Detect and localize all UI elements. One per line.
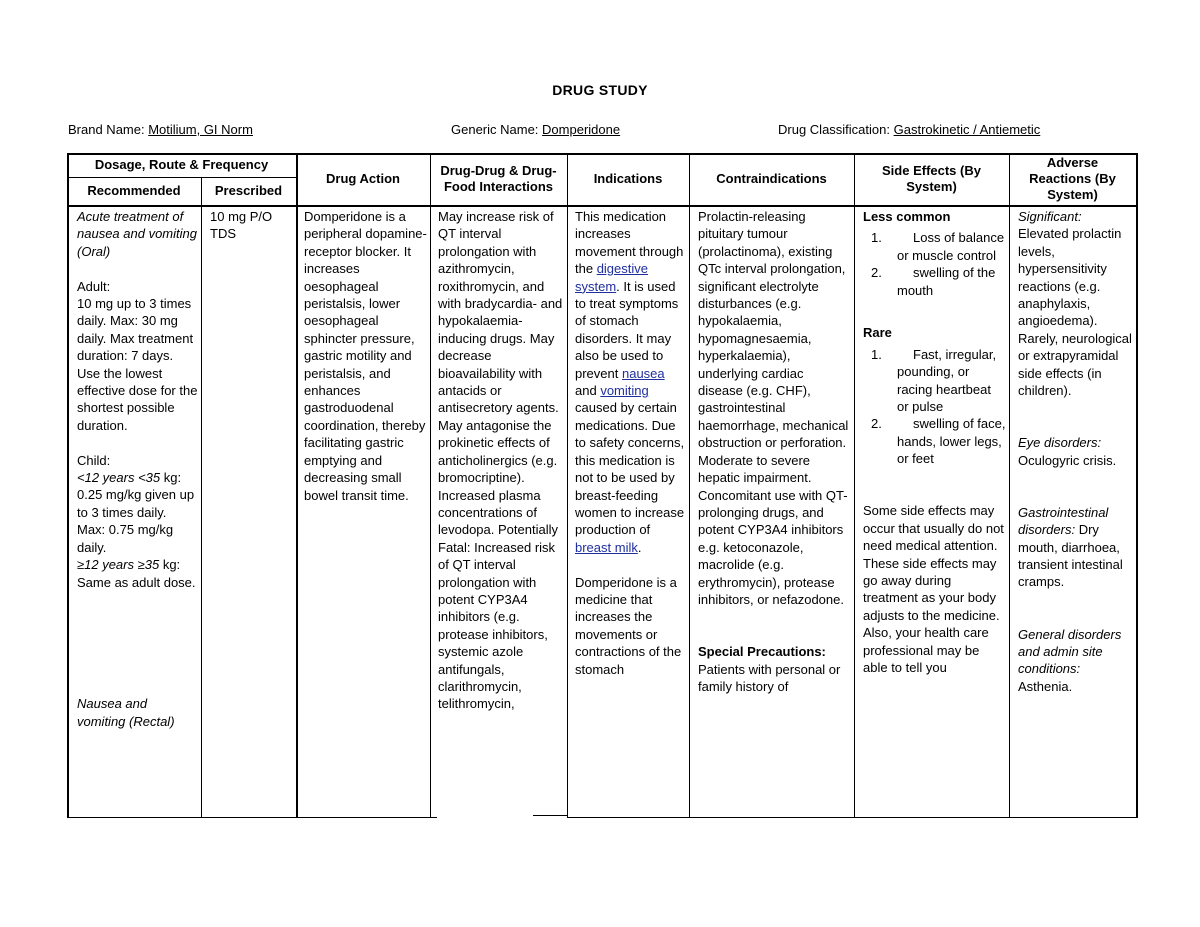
child-under-dosage — [77, 469, 198, 556]
adult-dosage: 10 mg up to 3 times daily. Max: 30 mg daily. Max treatment duration: 7 days. Use the lowest effective dose for the shortest possible duration. — [77, 296, 198, 433]
interactions-cell: May increase risk of QT interval prolongation with azithromycin, roxithromycin, and with bradycardia- and hypokalaemia-inducing drugs. May decrease bioavailability with antacids or antisecretory agents. May antagonise the prokinetic effects of anticholinergics (e.g. bromocriptine). Increased plasma concentrations of levodopa. Potentially Fatal: Increased risk of QT interval prolongation with potent CYP3A4 inhibitors (e.g. protease inhibitors, systemic azole antifungals, clarithromycin, telithromycin, — [438, 209, 563, 712]
adult-label: Adult: — [77, 278, 111, 294]
prescribed-cell: 10 mg P/O TDS — [210, 209, 273, 242]
list-item — [863, 415, 1006, 467]
brand-name-label: Brand Name: — [68, 122, 149, 137]
list-number: 2. — [871, 265, 882, 281]
list-number: 1. — [871, 230, 882, 246]
adverse-reactions-cell — [1010, 208, 1136, 808]
special-precautions-text: Patients with personal or family history of — [698, 661, 841, 694]
header-interactions: Drug-Drug & Drug-Food Interactions — [440, 163, 557, 194]
vomiting-link[interactable]: vomiting — [600, 383, 649, 399]
child-label: Child: — [77, 452, 111, 468]
drug-study-table — [67, 153, 1138, 818]
eye-disorders-label: Eye disorders: — [1018, 435, 1102, 451]
child-over-prefix: ≥12 years ≥35 — [77, 557, 160, 573]
drug-classification-value: Gastrokinetic / Antiemetic — [893, 122, 1041, 137]
recommended-cell — [69, 208, 201, 808]
brand-name-value: Motilium, GI Norm — [148, 122, 253, 137]
header-contraindications: Contraindications — [716, 171, 827, 186]
indications-text-part: . It is used to treat symptoms of stomach disorders. It may also be used to prevent — [575, 278, 679, 381]
less-common-list — [863, 229, 1006, 299]
drug-classification-label: Drug Classification: — [778, 122, 894, 137]
child-under-prefix: <12 years <35 — [77, 470, 161, 486]
indications-text-part: This medication increases movement through the — [575, 209, 684, 277]
gi-disorders-label: Gastrointestinal disorders: — [1018, 504, 1109, 538]
oral-heading: Acute treatment of nausea and vomiting (Oral) — [77, 209, 197, 259]
digestive-system-link[interactable]: digestive system — [575, 261, 648, 294]
list-text: Loss of balance or muscle control — [897, 230, 1005, 263]
header-prescribed: Prescribed — [214, 183, 283, 198]
general-disorders-text: Asthenia. — [1018, 678, 1073, 694]
indications-text-part: . — [637, 539, 642, 555]
indications-paragraph-2: Domperidone is a medicine that increases the movements or contractions of the stomach — [575, 574, 682, 677]
header-indications: Indications — [593, 171, 663, 186]
indications-cell — [568, 208, 689, 808]
child-under-text: kg: 0.25 mg/kg given up to 3 times daily. Max: 0.75 mg/kg daily. — [77, 470, 195, 555]
contraindications-cell — [690, 208, 854, 808]
eye-disorders-text: Oculogyric crisis. — [1018, 452, 1117, 468]
list-text: swelling of face, hands, lower legs, or feet — [897, 416, 1006, 467]
drug-action-cell: Domperidone is a peripheral dopamine-receptor blocker. It increases oesophageal peristalsis, lower oesophageal sphincter pressure, gastric motility and peristalsis, and enhances gastroduodenal coordination, thereby facilitating gastric emptying and decreasing small bowel transit time. — [304, 209, 427, 503]
rectal-heading: Nausea and vomiting (Rectal) — [77, 696, 175, 729]
list-number: 2. — [871, 416, 882, 432]
generic-name-field — [451, 122, 620, 137]
list-item — [863, 264, 1006, 299]
gi-disorders-text: Dry mouth, diarrhoea, transient intestinal cramps. — [1018, 522, 1123, 590]
indications-text-part: and — [575, 383, 601, 399]
side-effects-note: Some side effects may occur that usually do not need medical attention. These side effects may go away during treatment as your body adjusts to the medicine. Also, your health care professional may be able to tell you — [863, 503, 1004, 676]
drug-classification-field — [778, 122, 1040, 137]
brand-name-field — [68, 122, 253, 137]
header-dosage-group: Dosage, Route & Frequency — [94, 157, 269, 172]
nausea-link[interactable]: nausea — [621, 365, 665, 381]
breast-milk-link[interactable]: breast milk — [575, 539, 638, 555]
special-precautions-heading: Special Precautions: — [698, 644, 826, 660]
header-drug-action: Drug Action — [326, 171, 400, 186]
significant-label: Significant: — [1018, 209, 1082, 224]
list-text: Fast, irregular, pounding, or racing heartbeat or pulse — [897, 346, 997, 415]
contraindications-text: Prolactin-releasing pituitary tumour (prolactinoma), existing QTc interval prolongation, significant electrolyte disturbances (e.g. hypokalaemia, hypomagnesaemia, hyperkalaemia), underlying cardiac disease (e.g. CHF), gastrointestinal haemorrhage, mechanical obstruction or perforation. Moderate to severe hepatic impairment. Concomitant use with QT-prolonging drugs, and potent CYP3A4 inhibitors e.g. ketoconazole, macrolide (e.g. erythromycin), protease inhibitors, or nefazodone. — [698, 209, 849, 607]
less-common-heading: Less common — [863, 209, 951, 224]
indications-text — [575, 208, 686, 556]
significant-text: Elevated prolactin levels, hypersensitivity reactions (e.g. anaphylaxis, angioedema). Rarely, neurological or extrapyramidal side effects (in children). — [1018, 226, 1132, 399]
list-number: 1. — [871, 346, 882, 362]
col-border — [1136, 153, 1138, 818]
general-disorders-label: General disorders and admin site conditions: — [1018, 626, 1122, 677]
generic-name-label: Generic Name: — [451, 122, 543, 137]
gi-disorders — [1018, 504, 1133, 591]
header-adverse-reactions: Adverse Reactions (By System) — [1029, 155, 1116, 202]
generic-name-value: Domperidone — [542, 122, 621, 137]
list-item — [863, 229, 1006, 264]
header-side-effects: Side Effects (By System) — [882, 163, 981, 194]
page-title: DRUG STUDY — [552, 82, 648, 98]
header-recommended: Recommended — [87, 183, 181, 198]
list-text: swelling of the mouth — [897, 265, 996, 298]
table-bottom-border-left — [67, 817, 437, 818]
child-over-dosage — [77, 556, 198, 591]
side-effects-cell — [855, 208, 1009, 808]
indications-text-part: caused by certain medications. Due to safety concerns, this medication is not to be used by breast-feeding women to increase production of — [575, 400, 685, 538]
rare-heading: Rare — [863, 325, 892, 341]
table-bottom-border-right — [567, 817, 1138, 818]
list-item — [863, 346, 1006, 416]
header-bottom-border — [67, 205, 1138, 207]
child-over-text: kg: Same as adult dose. — [77, 557, 196, 590]
rare-list — [863, 346, 1006, 468]
